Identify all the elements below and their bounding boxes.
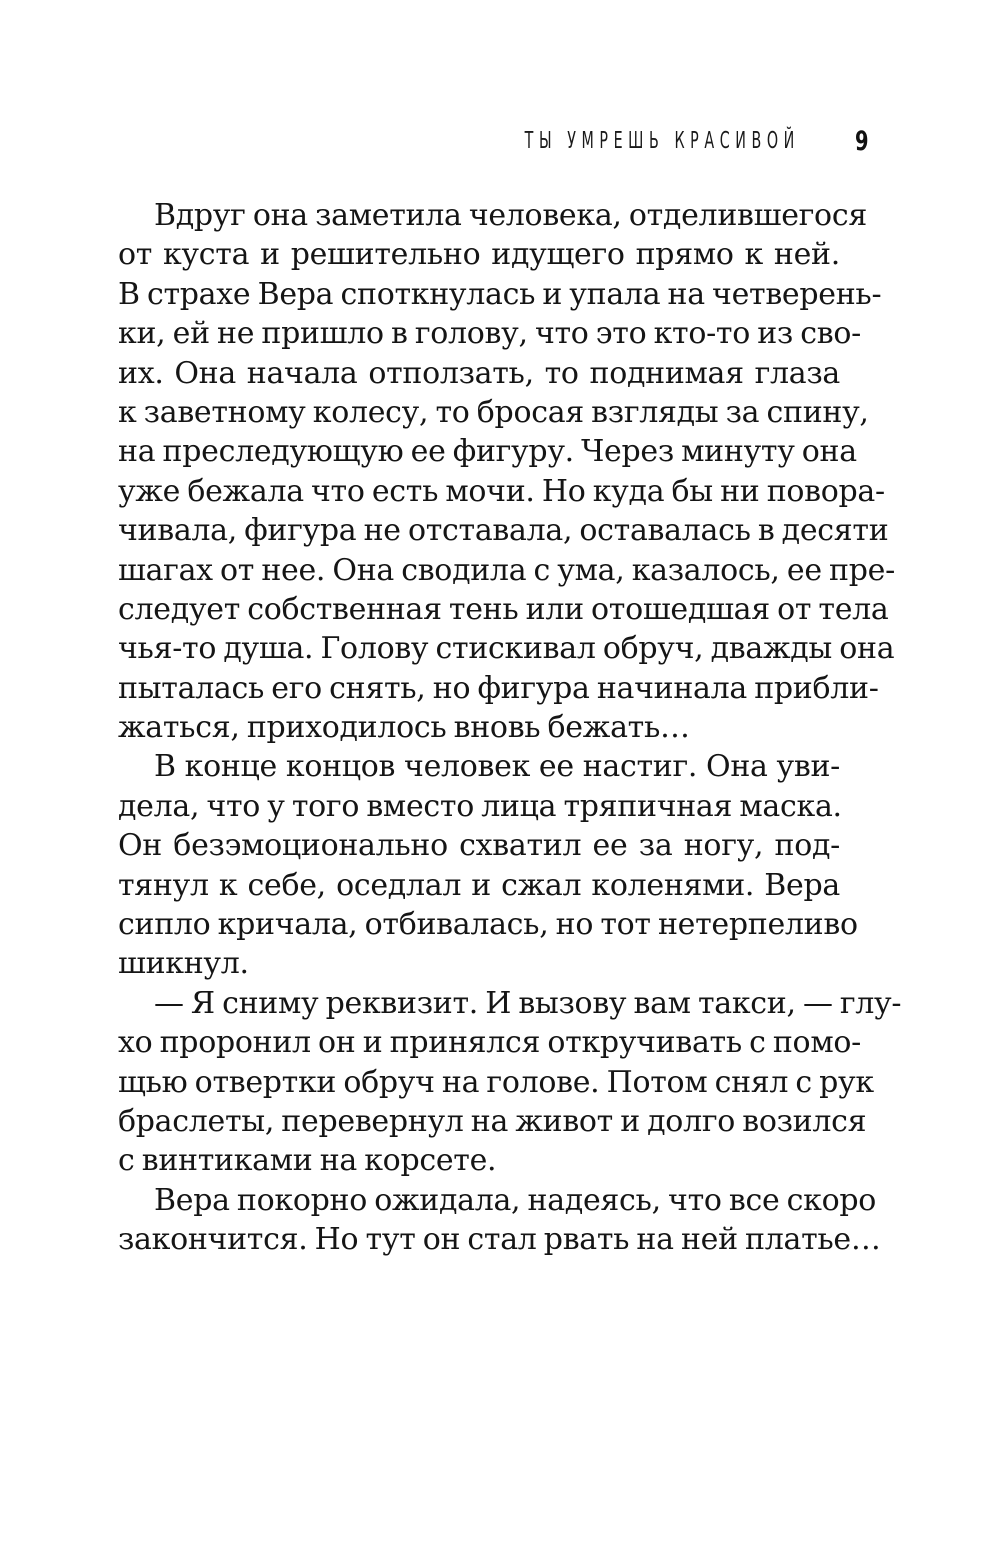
text-line: с винтиками на корсете.: [118, 1143, 497, 1179]
text-line: — Я сниму реквизит. И вызову вам такси, — глу-: [154, 985, 902, 1021]
running-title: ТЫ УМРЕШЬ КРАСИВОЙ: [524, 128, 800, 154]
text-line: пыталась его снять, но фигура начинала прибли-: [118, 670, 879, 706]
text-line: чивала, фигура не отставала, оставалась в десяти: [118, 513, 889, 549]
text-line: В страхе Вера споткнулась и упала на четверень-: [118, 276, 882, 312]
text-line: хо проронил он и принялся откручивать с помо-: [118, 1025, 861, 1061]
text-line: их. Она начала отползать, то поднимая глаза: [118, 355, 840, 391]
text-line: уже бежала что есть мочи. Но куда бы ни повора-: [118, 473, 885, 509]
text-line: жаться, приходилось вновь бежать…: [118, 710, 690, 746]
running-head: [0, 128, 1000, 168]
text-line: В конце концов человек ее настиг. Она уви-: [154, 749, 840, 785]
text-line: шикнул.: [118, 946, 249, 982]
text-line: от куста и решительно идущего прямо к ней.: [118, 237, 840, 273]
text-line: щью отвертки обруч на голове. Потом снял с рук: [118, 1064, 874, 1100]
text-body: [118, 196, 902, 1260]
text-line: браслеты, перевернул на живот и долго возился: [118, 1103, 867, 1139]
text-line: к заветному колесу, то бросая взгляды за спину,: [118, 394, 869, 430]
text-line: сипло кричала, отбивалась, но тот нетерпеливо: [118, 907, 858, 943]
text-line: Он безэмоционально схватил ее за ногу, под-: [118, 828, 840, 864]
text-line: ки, ей не пришло в голову, что это кто-то из сво-: [118, 316, 861, 352]
page-number: 9: [855, 126, 869, 157]
text-line: следует собственная тень или отошедшая от тела: [118, 591, 889, 627]
text-line: Вдруг она заметила человека, отделившегося: [154, 198, 867, 233]
text-line: закончится. Но тут он стал рвать на ней платье…: [118, 1222, 881, 1258]
text-line: чья-то душа. Голову стискивал обруч, дважды она: [118, 631, 895, 667]
text-line: Вера покорно ожидала, надеясь, что все скоро: [154, 1182, 877, 1218]
text-line: дела, что у того вместо лица тряпичная маска.: [118, 788, 842, 824]
text-line: тянул к себе, оседлал и сжал коленями. Вера: [118, 867, 840, 903]
text-line: на преследующую ее фигуру. Через минуту она: [118, 434, 857, 470]
text-line: шагах от нее. Она сводила с ума, казалось, ее пре-: [118, 552, 895, 588]
